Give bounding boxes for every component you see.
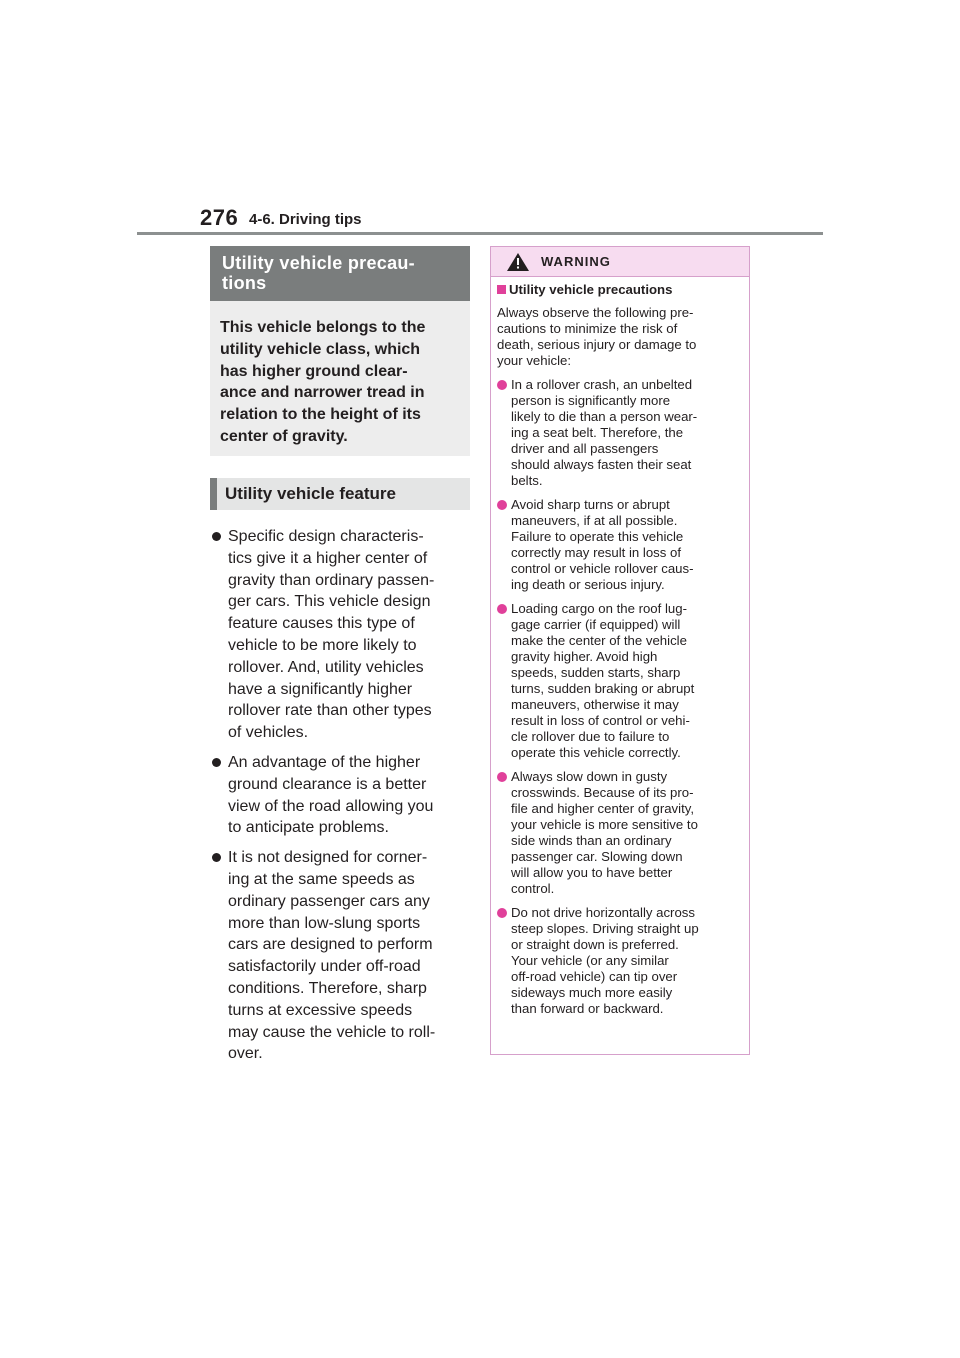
heading-line: tions bbox=[222, 273, 267, 293]
warning-item-line: likely to die than a person wear- bbox=[511, 409, 698, 424]
bullet-item bbox=[210, 526, 470, 744]
bullet-item-line: ger cars. This vehicle design bbox=[228, 593, 431, 611]
bullet-icon bbox=[212, 758, 221, 767]
warning-item-line: result in loss of control or vehi- bbox=[511, 713, 690, 728]
bullet-item-line: feature causes this type of bbox=[228, 615, 415, 633]
warning-intro-line: your vehicle: bbox=[497, 353, 572, 368]
bullet-icon bbox=[212, 532, 221, 541]
warning-item-line: ing a seat belt. Therefore, the bbox=[511, 425, 684, 440]
warning-item-line: Do not drive horizontally across bbox=[511, 905, 695, 920]
bullet-item bbox=[210, 752, 470, 839]
intro-line: This vehicle belongs to the bbox=[220, 319, 426, 336]
bullet-item-line: turns at excessive speeds bbox=[228, 1001, 413, 1019]
warning-subtitle bbox=[497, 282, 741, 298]
intro-line: ance and narrower tread in bbox=[220, 384, 425, 402]
warning-item-line: control. bbox=[511, 881, 555, 896]
bullet-item-line: tics give it a higher center of bbox=[228, 549, 428, 567]
bullet-item-line: of vehicles. bbox=[228, 724, 309, 742]
warning-item-line: maneuvers, otherwise it may bbox=[511, 697, 679, 712]
warning-item-line: person is significantly more bbox=[511, 393, 671, 408]
warning-item-line: Failure to operate this vehicle bbox=[511, 529, 684, 544]
bullet-item-line: Specific design characteris- bbox=[228, 528, 424, 545]
bullet-item-line: to anticipate problems. bbox=[228, 819, 389, 837]
bullet-item-line: gravity than ordinary passen- bbox=[228, 571, 435, 589]
bullet-item-line: ground clearance is a better bbox=[228, 775, 427, 793]
warning-item-line: steep slopes. Driving straight up bbox=[511, 921, 699, 936]
bullet-item-line: satisfactorily under off-road bbox=[228, 958, 421, 976]
warning-triangle-icon bbox=[507, 253, 529, 271]
intro-line: has higher ground clear- bbox=[220, 362, 408, 380]
warning-item-line: driver and all passengers bbox=[511, 441, 659, 456]
main-column bbox=[210, 246, 470, 1073]
warning-intro-line: Always observe the following pre- bbox=[497, 305, 694, 320]
bullet-item-line: conditions. Therefore, sharp bbox=[228, 979, 427, 997]
pink-bullet-icon bbox=[497, 500, 507, 510]
warning-item-line: sideways much more easily bbox=[511, 985, 673, 1000]
feature-bullet-list bbox=[210, 526, 470, 1065]
warning-intro-line: death, serious injury or damage to bbox=[497, 337, 697, 352]
warning-item-line: or straight down is preferred. bbox=[511, 937, 679, 952]
warning-item-line: crosswinds. Because of its pro- bbox=[511, 785, 694, 800]
warning-item bbox=[497, 905, 741, 1017]
pink-bullet-icon bbox=[497, 908, 507, 918]
intro-box bbox=[210, 301, 470, 456]
warning-header bbox=[491, 247, 749, 277]
intro-line: center of gravity. bbox=[220, 427, 348, 445]
pink-bullet-icon bbox=[497, 604, 507, 614]
warning-item-line: belts. bbox=[511, 473, 543, 488]
warning-item-line: your vehicle is more sensitive to bbox=[511, 817, 698, 832]
page-number: 276 bbox=[200, 205, 239, 230]
warning-subtitle-text: Utility vehicle precautions bbox=[509, 282, 673, 297]
warning-item-line: In a rollover crash, an unbelted bbox=[511, 377, 693, 392]
section-heading bbox=[210, 246, 470, 301]
warning-item-line: gage carrier (if equipped) will bbox=[511, 617, 681, 632]
bullet-item-line: rollover. And, utility vehicles bbox=[228, 658, 424, 676]
warning-item-line: should always fasten their seat bbox=[511, 457, 692, 472]
warning-item-line: cle rollover due to failure to bbox=[511, 729, 670, 744]
pink-bullet-icon bbox=[497, 380, 507, 390]
page-header bbox=[200, 200, 820, 236]
warning-item-line: turns, sudden braking or abrupt bbox=[511, 681, 695, 696]
bullet-item-line: have a significantly higher bbox=[228, 680, 413, 698]
warning-item-line: will allow you to have better bbox=[511, 865, 673, 880]
pink-bullet-icon bbox=[497, 772, 507, 782]
warning-item-line: Your vehicle (or any similar bbox=[511, 953, 669, 968]
intro-line: utility vehicle class, which bbox=[220, 340, 421, 358]
warning-list bbox=[497, 377, 741, 1017]
intro-line: relation to the height of its bbox=[220, 406, 421, 424]
bullet-item-line: It is not designed for corner- bbox=[228, 849, 428, 867]
warning-title: WARNING bbox=[541, 254, 611, 269]
warning-item-line: side winds than an ordinary bbox=[511, 833, 672, 848]
header-divider bbox=[137, 232, 823, 235]
section-title: 4-6. Driving tips bbox=[249, 211, 362, 228]
sub-heading-text: Utility vehicle feature bbox=[225, 484, 397, 503]
bullet-item-line: ing at the same speeds as bbox=[228, 870, 415, 888]
sub-heading bbox=[210, 478, 470, 510]
warning-item bbox=[497, 377, 741, 489]
warning-item-line: file and higher center of gravity, bbox=[511, 801, 695, 816]
bullet-item-line: vehicle to be more likely to bbox=[228, 636, 417, 654]
bullet-item-line: ordinary passenger cars any bbox=[228, 892, 430, 910]
warning-box bbox=[490, 246, 750, 1055]
warning-item-line: speeds, sudden starts, sharp bbox=[511, 665, 681, 680]
bullet-icon bbox=[212, 853, 221, 862]
bullet-item-line: view of the road allowing you bbox=[228, 797, 434, 815]
warning-item-line: ing death or serious injury. bbox=[511, 577, 665, 592]
bullet-item-line: rollover rate than other types bbox=[228, 702, 432, 720]
bullet-item-line: more than low-slung sports bbox=[228, 914, 421, 932]
bullet-item-line: may cause the vehicle to roll- bbox=[228, 1023, 436, 1041]
warning-item-line: correctly may result in loss of bbox=[511, 545, 682, 560]
warning-item-line: off-road vehicle) can tip over bbox=[511, 969, 678, 984]
warning-item-line: Always slow down in gusty bbox=[511, 769, 668, 784]
warning-intro bbox=[497, 305, 741, 369]
warning-item-line: than forward or backward. bbox=[511, 1001, 664, 1016]
heading-line: Utility vehicle precau- bbox=[222, 253, 415, 273]
warning-item-line: maneuvers, if at all possible. bbox=[511, 513, 678, 528]
bullet-item-line: An advantage of the higher bbox=[228, 753, 421, 771]
warning-item-line: Avoid sharp turns or abrupt bbox=[511, 497, 670, 512]
warning-item-line: Loading cargo on the roof lug- bbox=[511, 601, 687, 616]
warning-intro-line: cautions to minimize the risk of bbox=[497, 321, 678, 336]
bullet-item-line: over. bbox=[228, 1045, 263, 1063]
warning-item-line: gravity higher. Avoid high bbox=[511, 649, 658, 664]
warning-item-line: make the center of the vehicle bbox=[511, 633, 687, 648]
warning-item bbox=[497, 497, 741, 593]
warning-item bbox=[497, 601, 741, 761]
warning-item bbox=[497, 769, 741, 897]
warning-body bbox=[491, 277, 749, 1017]
warning-item-line: operate this vehicle correctly. bbox=[511, 745, 681, 760]
square-bullet-icon bbox=[497, 285, 506, 294]
warning-item-line: control or vehicle rollover caus- bbox=[511, 561, 694, 576]
warning-item-line: passenger car. Slowing down bbox=[511, 849, 683, 864]
bullet-item bbox=[210, 847, 470, 1065]
bullet-item-line: cars are designed to perform bbox=[228, 936, 433, 954]
